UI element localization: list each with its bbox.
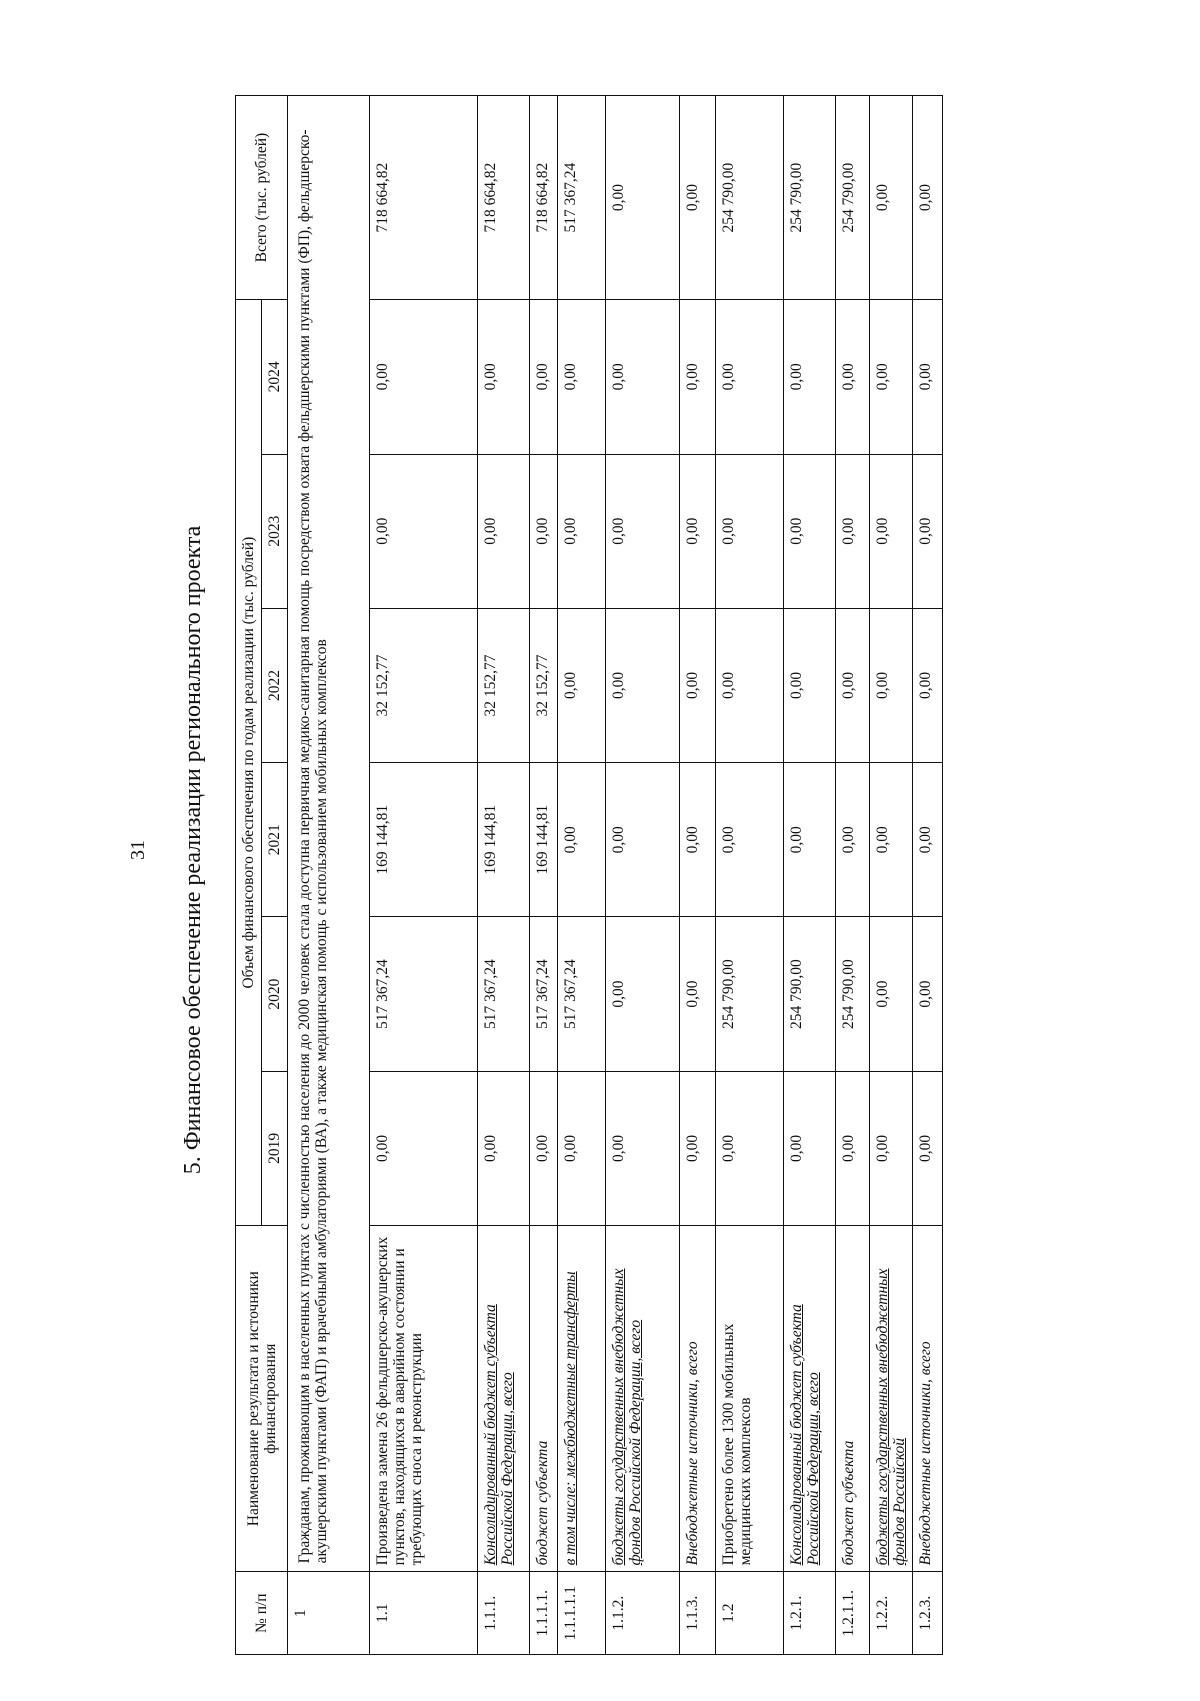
header-funding-group: Объем финансового обеспечения по годам реализации (тыс. рублей) [236,300,262,1226]
goal-text: Гражданам, проживающим в населенных пунктах с численностью населения до 2000 человек стала доступна первичная медико-санитарная помощь посредством охвата фельдшерскими пунктами (ФП), фельдшерско-акушерскими пунктами (ФАП) и врачебными амбулаториями (ВА), а также медицинская помощь с использованием мобильных комплексов [288,96,370,1572]
row-value: 254 790,00 [784,917,836,1071]
row-name: Внебюджетные источники, всего [913,1226,943,1572]
row-value: 0,00 [870,454,913,608]
row-value: 0,00 [530,1071,558,1225]
row-value: 0,00 [370,1071,478,1225]
table-row [478,96,530,1655]
row-total: 718 664,82 [530,96,558,300]
row-value: 0,00 [836,763,870,917]
table-row [680,96,716,1655]
row-value: 0,00 [870,608,913,762]
row-num: 1.2.1.1. [836,1572,870,1655]
row-num: 1.2.2. [870,1572,913,1655]
row-value: 0,00 [913,917,943,1071]
row-value: 0,00 [784,608,836,762]
header-year: 2019 [262,1071,288,1225]
row-value: 0,00 [836,454,870,608]
row-value: 0,00 [558,763,606,917]
row-value: 0,00 [558,454,606,608]
row-value: 517 367,24 [530,917,558,1071]
row-num: 1.1.1. [478,1572,530,1655]
row-value: 0,00 [836,1071,870,1225]
row-value: 0,00 [913,1071,943,1225]
row-name: в том числе: межбюджетные трансферты [558,1226,606,1572]
row-value: 0,00 [606,917,680,1071]
row-value: 0,00 [530,454,558,608]
row-value: 169 144,81 [478,763,530,917]
row-value: 0,00 [680,1071,716,1225]
row-value: 0,00 [530,300,558,454]
row-value: 0,00 [716,608,784,762]
row-name: бюджеты государственных внебюджетных фондов Российской [870,1226,913,1572]
row-value: 0,00 [913,763,943,917]
row-value: 0,00 [478,300,530,454]
row-value: 0,00 [680,300,716,454]
page-number: 31 [127,840,149,860]
row-value: 0,00 [784,454,836,608]
row-total: 254 790,00 [836,96,870,300]
header-year: 2023 [262,454,288,608]
row-value: 0,00 [870,300,913,454]
table-row [784,96,836,1655]
row-value: 0,00 [606,454,680,608]
table-row [913,96,943,1655]
row-name: Произведена замена 26 фельдшерско-акушерских пунктов, находящихся в аварийном состоянии и требующих сноса и реконструкции [370,1226,478,1572]
row-value: 0,00 [680,608,716,762]
table-row [530,96,558,1655]
header-year: 2020 [262,917,288,1071]
row-num: 1.2.1. [784,1572,836,1655]
row-value: 0,00 [870,1071,913,1225]
row-value: 0,00 [478,1071,530,1225]
row-total: 0,00 [680,96,716,300]
row-value: 0,00 [558,608,606,762]
row-value: 0,00 [716,454,784,608]
row-value: 0,00 [913,300,943,454]
goal-row [288,96,370,1655]
header-year: 2021 [262,763,288,917]
row-value: 0,00 [680,917,716,1071]
row-value: 0,00 [836,300,870,454]
row-value: 0,00 [784,763,836,917]
table-row [606,96,680,1655]
row-value: 0,00 [784,1071,836,1225]
row-value: 0,00 [913,454,943,608]
row-value: 169 144,81 [370,763,478,917]
header-total: Всего (тыс. рублей) [236,96,288,300]
row-name: бюджеты государственных внебюджетных фондов Российской Федерации, всего [606,1226,680,1572]
row-value: 32 152,77 [530,608,558,762]
table-row [716,96,784,1655]
row-total: 254 790,00 [784,96,836,300]
row-value: 0,00 [680,454,716,608]
row-value: 517 367,24 [370,917,478,1071]
header-name: Наименование результата и источники финансирования [236,1226,288,1572]
row-num: 1.1.2. [606,1572,680,1655]
row-value: 0,00 [870,763,913,917]
row-value: 0,00 [606,1071,680,1225]
row-name: бюджет субъекта [530,1226,558,1572]
row-value: 517 367,24 [478,917,530,1071]
row-name: бюджет субъекта [836,1226,870,1572]
row-value: 0,00 [558,300,606,454]
row-value: 0,00 [784,300,836,454]
row-value: 0,00 [558,1071,606,1225]
row-value: 0,00 [606,300,680,454]
row-value: 0,00 [606,608,680,762]
header-year: 2024 [262,300,288,454]
row-name: Консолидированный бюджет субъекта Российской Федерации, всего [478,1226,530,1572]
row-value: 0,00 [370,300,478,454]
header-year: 2022 [262,608,288,762]
row-value: 0,00 [606,763,680,917]
row-total: 0,00 [913,96,943,300]
row-num: 1.1.1.1. [530,1572,558,1655]
row-num: 1.1.3. [680,1572,716,1655]
rotated-table-container [235,95,1065,1655]
row-num: 1.2.3. [913,1572,943,1655]
table-row [558,96,606,1655]
row-value: 32 152,77 [370,608,478,762]
row-name: Внебюджетные источники, всего [680,1226,716,1572]
row-total: 517 367,24 [558,96,606,300]
row-value: 0,00 [370,454,478,608]
row-value: 0,00 [716,763,784,917]
row-total: 254 790,00 [716,96,784,300]
header-num: № п/п [236,1572,288,1655]
row-value: 0,00 [870,917,913,1071]
row-value: 0,00 [478,454,530,608]
row-total: 718 664,82 [370,96,478,300]
row-name: Консолидированный бюджет субъекта Российской Федерации, всего [784,1226,836,1572]
row-value: 254 790,00 [836,917,870,1071]
row-value: 0,00 [680,763,716,917]
table-row [370,96,478,1655]
page-title: 5. Финансовое обеспечение реализации регионального проекта [180,525,206,1175]
row-value: 0,00 [913,608,943,762]
row-value: 169 144,81 [530,763,558,917]
table-row [836,96,870,1655]
row-num: 1.1.1.1.1 [558,1572,606,1655]
row-total: 0,00 [870,96,913,300]
row-total: 0,00 [606,96,680,300]
goal-num: 1 [288,1572,370,1655]
row-value: 0,00 [716,1071,784,1225]
row-name: Приобретено более 1300 мобильных медицинских комплексов [716,1226,784,1572]
row-value: 32 152,77 [478,608,530,762]
row-value: 254 790,00 [716,917,784,1071]
row-num: 1.2 [716,1572,784,1655]
row-value: 0,00 [716,300,784,454]
row-total: 718 664,82 [478,96,530,300]
row-value: 0,00 [836,608,870,762]
row-value: 517 367,24 [558,917,606,1071]
financing-table [235,95,943,1655]
table-row [870,96,913,1655]
row-num: 1.1 [370,1572,478,1655]
